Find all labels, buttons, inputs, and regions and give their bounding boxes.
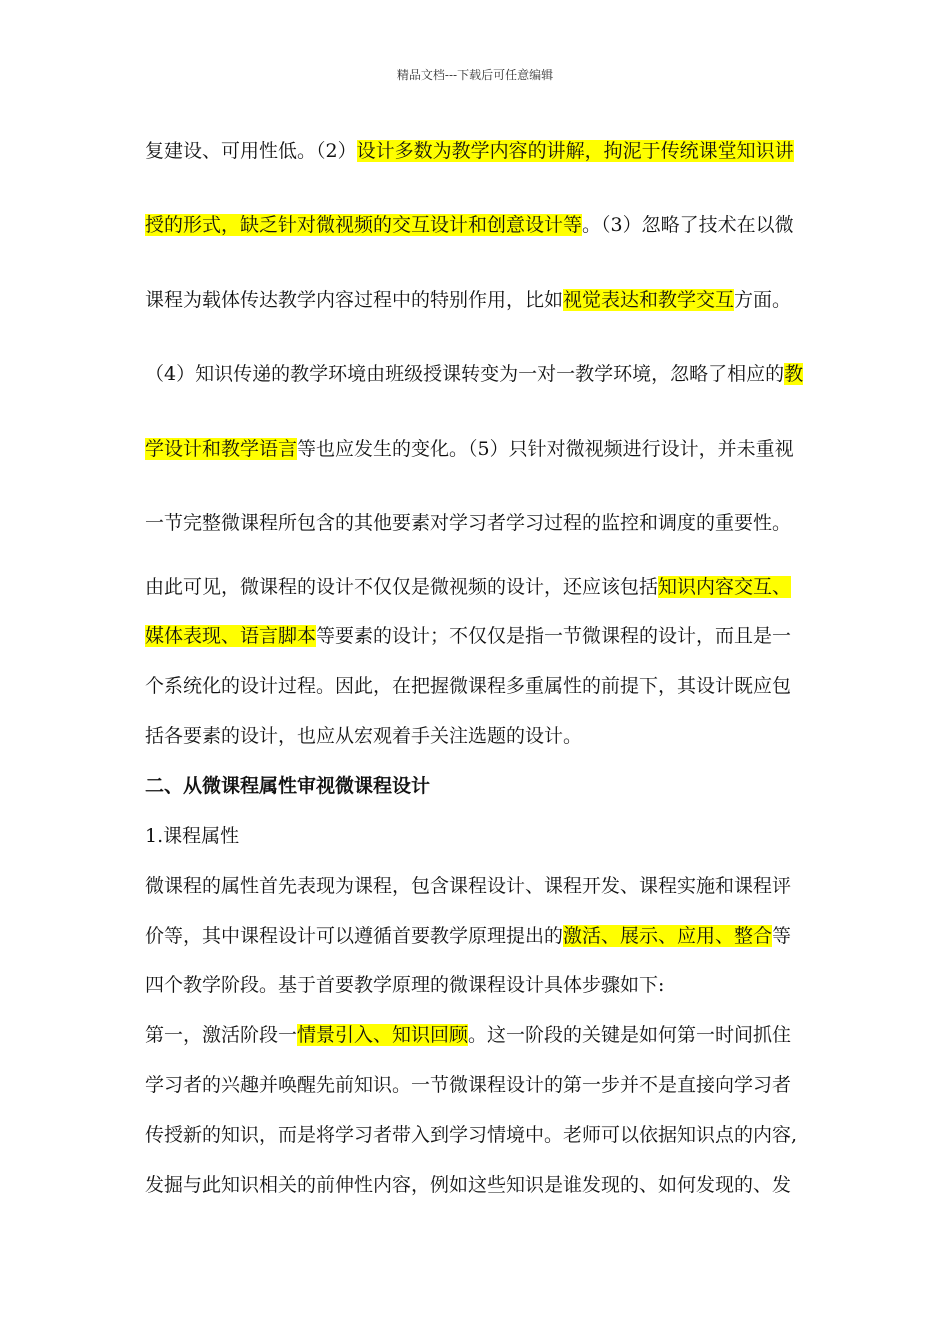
text-line xyxy=(145,623,791,649)
highlighted-text: 知识内容交互、 xyxy=(658,576,792,598)
text-line xyxy=(145,673,791,699)
highlighted-text: 授的形式，缺乏针对微视频的交互设计和创意设计等 xyxy=(145,214,583,236)
highlighted-text: 学设计和教学语言 xyxy=(145,438,298,460)
text-span: 等 xyxy=(772,925,792,947)
text-span: 传授新的知识，而是将学习者带入到学习情境中。老师可以依据知识点的内容, xyxy=(145,1124,798,1146)
text-span: 。（3）忽略了技术在以微 xyxy=(582,214,794,236)
highlighted-text: 情景引入、知识回顾 xyxy=(297,1024,469,1046)
text-span: 个系统化的设计过程。因此，在把握微课程多重属性的前提下，其设计既应包 xyxy=(145,675,792,697)
text-line xyxy=(145,1172,791,1198)
text-span: 价等，其中课程设计可以遵循首要教学原理提出的 xyxy=(145,925,564,947)
text-line xyxy=(145,212,794,238)
text-span: 等要素的设计；不仅仅是指一节微课程的设计，而且是一 xyxy=(316,625,792,647)
highlighted-text: 视觉表达和教学交互 xyxy=(563,289,735,311)
text-line xyxy=(145,972,664,998)
text-span: 四个教学阶段。基于首要教学原理的微课程设计具体步骤如下: xyxy=(145,974,665,996)
text-line xyxy=(145,1122,797,1148)
page-header: 精品文档---下载后可任意编辑 xyxy=(396,68,554,82)
text-line xyxy=(145,1072,791,1098)
text-line xyxy=(145,923,791,949)
highlighted-text: 激活、展示、应用、整合 xyxy=(563,925,773,947)
text-line xyxy=(145,287,791,313)
text-span: 课程为载体传达教学内容过程中的特别作用，比如 xyxy=(145,289,564,311)
text-span: 方面。 xyxy=(734,289,792,311)
text-line xyxy=(145,823,239,849)
text-span: 括各要素的设计，也应从宏观着手关注选题的设计。 xyxy=(145,725,583,747)
text-line xyxy=(145,361,803,387)
text-span: 由此可见，微课程的设计不仅仅是微视频的设计，还应该包括 xyxy=(145,576,659,598)
text-line xyxy=(145,574,791,600)
highlighted-text: 教 xyxy=(784,363,804,385)
text-line xyxy=(145,510,791,536)
text-line xyxy=(145,138,794,164)
text-span: 发掘与此知识相关的前伸性内容，例如这些知识是谁发现的、如何发现的、发 xyxy=(145,1174,792,1196)
text-span: 第一，激活阶段一 xyxy=(145,1024,298,1046)
highlighted-text: 媒体表现、语言脚本 xyxy=(145,625,317,647)
text-span: 等也应发生的变化。（5）只针对微视频进行设计，并未重视 xyxy=(297,438,794,460)
text-line xyxy=(145,1022,791,1048)
text-span: 复建设、可用性低。（2） xyxy=(145,140,357,162)
section-heading xyxy=(145,773,430,799)
text-span: 微课程的属性首先表现为课程，包含课程设计、课程开发、课程实施和课程评 xyxy=(145,875,792,897)
text-span: 。这一阶段的关键是如何第一时间抓住 xyxy=(468,1024,792,1046)
text-span: 一节完整微课程所包含的其他要素对学习者学习过程的监控和调度的重要性。 xyxy=(145,512,792,534)
text-line xyxy=(145,436,794,462)
text-span: （4）知识传递的教学环境由班级授课转变为一对一教学环境，忽略了相应的 xyxy=(145,363,785,385)
highlighted-text: 设计多数为教学内容的讲解，拘泥于传统课堂知识讲 xyxy=(356,140,794,162)
text-line xyxy=(145,873,791,899)
text-span: 1.课程属性 xyxy=(145,825,240,847)
text-line xyxy=(145,723,582,749)
text-span: 二、从微课程属性审视微课程设计 xyxy=(145,775,431,797)
text-span: 学习者的兴趣并唤醒先前知识。一节微课程设计的第一步并不是直接向学习者 xyxy=(145,1074,792,1096)
